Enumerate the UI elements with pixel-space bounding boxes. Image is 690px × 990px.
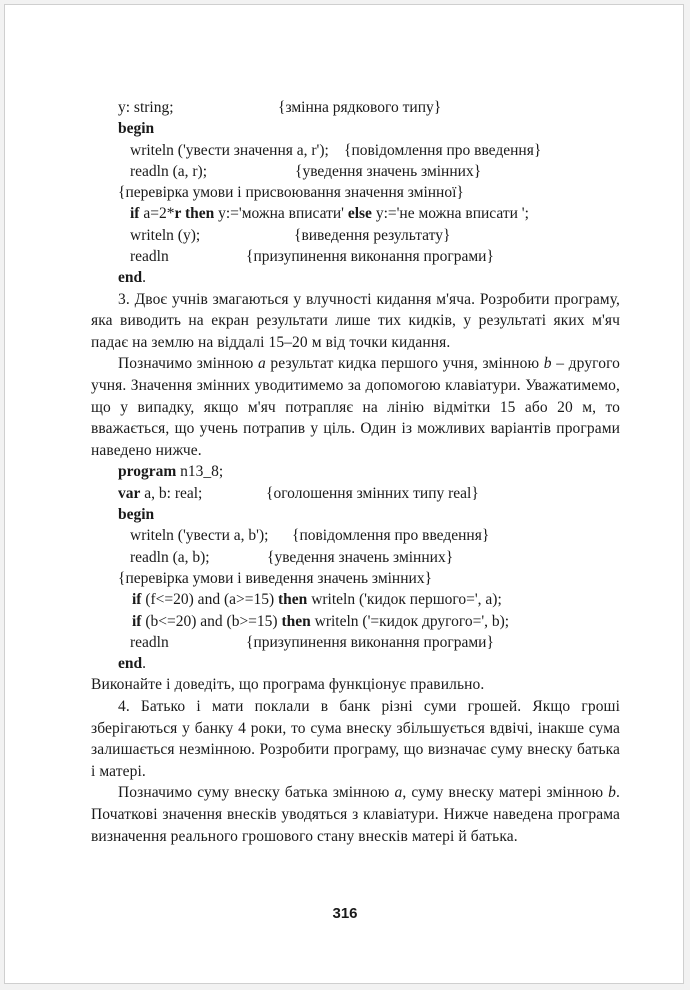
code-comment: {оголошення змінних типу real} xyxy=(266,484,479,502)
code-line: if (f<=20) and (a>=15) then writeln ('кидок першого=', a); xyxy=(132,591,502,609)
code-line: writeln (y); {виведення результату} xyxy=(118,225,620,246)
task-3-paragraph: 3. Двоє учнів змагаються у влучності кидання м'яча. Розробити програму, яка виводить на екран результати лише тих кидків, у результаті яких м'яч падає на землю на віддалі 15–20 м від точки кидання. xyxy=(91,290,620,351)
code-line: y: string; {змінна рядкового типу} xyxy=(118,97,620,118)
code-line xyxy=(118,182,620,203)
code-line: writeln ('увести a, b'); {повідомлення про введення} xyxy=(118,525,620,546)
code-line: if a=2*r then y:='можна вписати' else y:='не можна вписати '; xyxy=(130,205,529,223)
code-line: if (b<=20) and (b>=15) then writeln ('=кидок другого=', b); xyxy=(132,612,510,630)
code-comment: {призупинення виконання програми} xyxy=(246,248,494,266)
code-line: readln {призупинення виконання програми} xyxy=(118,632,620,653)
check-instruction: Виконайте і доведіть, що програма функціонує правильно. xyxy=(91,676,485,694)
code-line xyxy=(118,568,620,589)
code-comment: {перевірка умови і присвоювання значення змінної} xyxy=(118,184,464,202)
code-comment: {уведення значень змінних} xyxy=(267,548,454,566)
task-4-paragraph: 4. Батько і мати поклали в банк різні суми грошей. Якщо гроші зберігаються у банку 4 роки, то сума внеску збільшується вдвічі, інакше сума залишається незмінною. Розробити програму, що визначає суму внеску батька і матері. xyxy=(91,697,620,780)
code-comment: {змінна рядкового типу} xyxy=(278,99,442,116)
page-number: 316 xyxy=(332,905,358,922)
explanation-paragraph-2: Позначимо суму внеску батька змінною a, суму внеску матері змінною b. Початкові значення внесків уводяться з клавіатури. Нижче наведена програма визначення реального грошового стану внесків матері й батька. xyxy=(91,784,621,845)
code-comment: {повідомлення про введення} xyxy=(344,141,542,159)
code-line: end. xyxy=(118,655,146,673)
book-page xyxy=(4,4,684,984)
code-line: readln {призупинення виконання програми} xyxy=(118,246,620,267)
code-line: begin xyxy=(118,120,155,138)
code-line: readln (a, r); {уведення значень змінних} xyxy=(118,161,620,182)
code-comment: {виведення результату} xyxy=(294,226,451,244)
code-comment: {уведення значень змінних} xyxy=(295,162,482,180)
code-line: readln (a, b); {уведення значень змінних} xyxy=(118,547,620,568)
explanation-paragraph: Позначимо змінною a результат кидка першого учня, змінною b – другого учня. Значення змінних уводитимемо за допомогою клавіатури. Уважатимемо, що у випадку, якщо м'яч потрапляє на лінію відмітки 15 або 20 м, то вважається, що учень потрапив у ціль. Один із можливих варіантів програми наведено нижче. xyxy=(91,355,621,459)
code-line: begin xyxy=(118,506,155,524)
code-comment: {призупинення виконання програми} xyxy=(246,633,494,651)
code-comment: {перевірка умови і виведення значень змінних} xyxy=(118,569,433,587)
code-line: var a, b: real; {оголошення змінних типу real} xyxy=(118,483,620,504)
code-line: writeln ('увести значення a, r'); {повідомлення про введення} xyxy=(118,140,620,161)
code-line: end. xyxy=(118,269,146,287)
code-line: program n13_8; xyxy=(118,463,224,481)
code-comment: {повідомлення про введення} xyxy=(292,527,490,545)
page-content xyxy=(91,97,621,847)
